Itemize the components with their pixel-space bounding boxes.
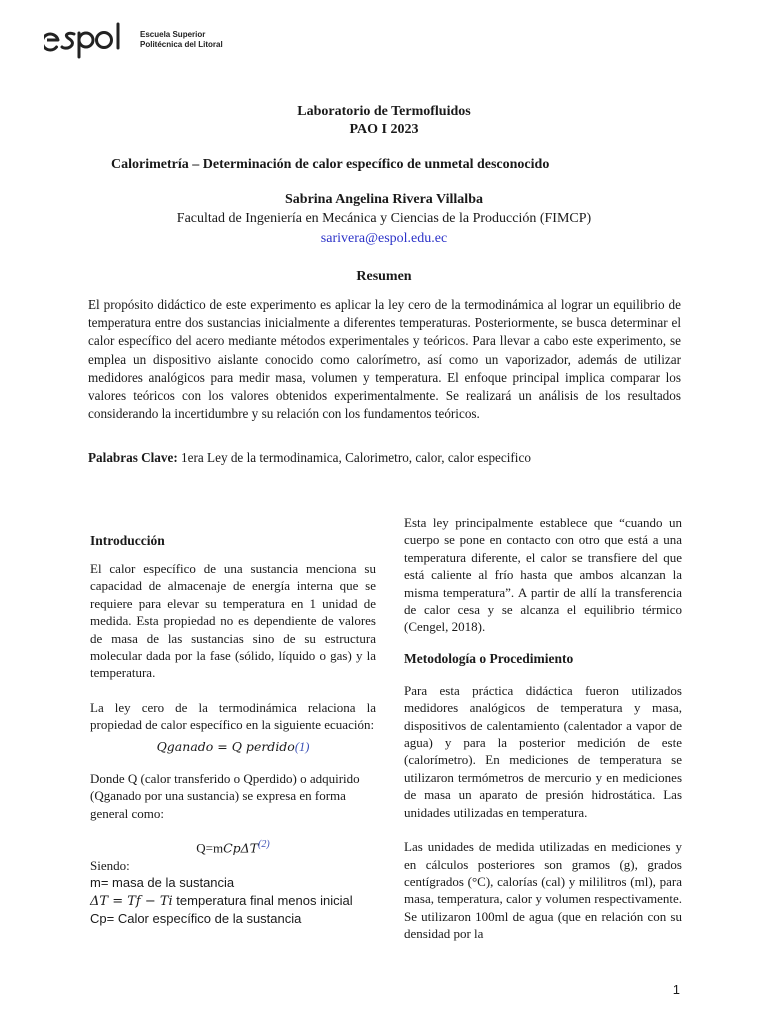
equation-2 (90, 836, 376, 857)
equation-1-body: Qganado = Q perdido (156, 738, 295, 754)
espol-wordmark (44, 20, 130, 60)
definition-delta-t (90, 892, 376, 910)
abstract-heading: Resumen (356, 269, 412, 284)
term-label: PAO I 2023 (349, 122, 419, 137)
left-column (90, 532, 376, 928)
institution-line-2: Politécnica del Litoral (140, 40, 223, 49)
title-block (0, 103, 768, 139)
variable-definitions (90, 874, 376, 927)
intro-paragraph-2: La ley cero de la termodinámica relaciona la propiedad de calor específico en la siguiente ecuación: (90, 699, 376, 733)
page-number: 1 (672, 982, 680, 997)
intro-paragraph-1: El calor específico de una sustancia menciona su capacidad de almacenaje de energía interna que se requiere para elevar su temperatura en 1 unidad de medida. Esta propiedad no es dependiente de valores de masa de las sustancias sino de su estructura molecular dada por la fase (sólido, líquido o gas) y la temperatura. (90, 561, 376, 681)
definition-cp: Cp= Calor específico de la sustancia (90, 911, 302, 927)
intro-paragraph-3: Donde Q (calor transferido o Qperdido) o adquirido (Qganado por una sustancia) se expresa en forma general como: (90, 771, 360, 821)
method-paragraph-2: Las unidades de medida utilizadas en mediciones y en cálculos posteriores son gramos (g), grados centígrados (°C), calorías (cal) y mililitros (ml), para masa, temperatura, calor y volumen respectivamente. Se utilizaron 100ml de agua (que en relación con su densidad por la (404, 839, 682, 942)
espol-logo-icon (44, 20, 130, 60)
keywords-list: 1era Ley de la termodinamica, Calorimetro, calor, calor especifico (177, 450, 531, 465)
author-name: Sabrina Angelina Rivera Villalba (285, 192, 483, 207)
equation-1-number: (1) (294, 739, 310, 754)
espol-logo (44, 18, 223, 62)
method-heading: Metodología o Procedimiento (404, 650, 574, 666)
keywords-label: Palabras Clave: (88, 450, 178, 465)
lab-title: Laboratorio de Termofluidos (297, 104, 471, 119)
abstract-text: El propósito didáctico de este experimento es aplicar la ley cero de la termodinámica al lograr un equilibrio de temperatura entre dos sustancias inicialmente a diferentes temperaturas. Posteriormente, se busca determinar el calor específico del acero mediante métodos experimentales y teóricos. Para llevar a cabo este experimento, se emplea un dispositivo aislante conocido como calorímetro, así como un vaporizador, además de utilizar medidores analógicos para medir masa, volumen y temperatura. El enfoque principal implica comparar los valores teóricos con los valores obtenidos experimentalmente. Se realizará un análisis de los resultados considerando la incertidumbre y su relación con los fundamentos teóricos. (88, 297, 681, 422)
zeroth-law-paragraph: Esta ley principalmente establece que “cuando un cuerpo se pone en contacto con otro que está a una temperatura diferente, el calor se transfiere del que está caliente al frío hasta que ambos alcanzan la misma temperatura”. A partir de allí la transferencia de calor cesa y se alcanza el equilibrio térmico (Cengel, 2018). (404, 515, 682, 635)
method-paragraph-1: Para esta práctica didáctica fueron utilizados medidores analógicos de temperatura y masa, dispositivos de calentamiento (calentador a vapor de agua) y para la posterior medición de este (calorímetro). En mediciones de temperatura se utilizaron termómetros de mercurio y en mediciones de masa un aparato de presión hidrostática. Las unidades utilizadas en temperatura. (404, 682, 682, 820)
experiment-title: Calorimetría – Determinación de calor específico de unmetal desconocido (111, 157, 550, 172)
delta-t-formula: ΔT = Tf − Ti (90, 893, 173, 909)
siendo-label: Siendo: (90, 858, 130, 874)
institution-name (140, 30, 223, 50)
intro-heading: Introducción (90, 533, 165, 548)
definition-mass: m= masa de la sustancia (90, 875, 235, 891)
delta-t-text: temperatura final menos inicial (172, 892, 353, 908)
equation-1 (90, 738, 376, 756)
equation-2-number: (2) (258, 839, 270, 851)
faculty-name: Facultad de Ingeniería en Mecánica y Ciencias de la Producción (FIMCP) (176, 211, 592, 226)
equation-2-math: CpΔT (223, 840, 259, 856)
right-column (404, 514, 682, 943)
author-email-link[interactable]: sarivera@espol.edu.ec (320, 231, 448, 246)
keywords (88, 449, 681, 467)
institution-line-1: Escuela Superior (140, 30, 206, 39)
equation-2-prefix: Q=m (196, 840, 224, 856)
